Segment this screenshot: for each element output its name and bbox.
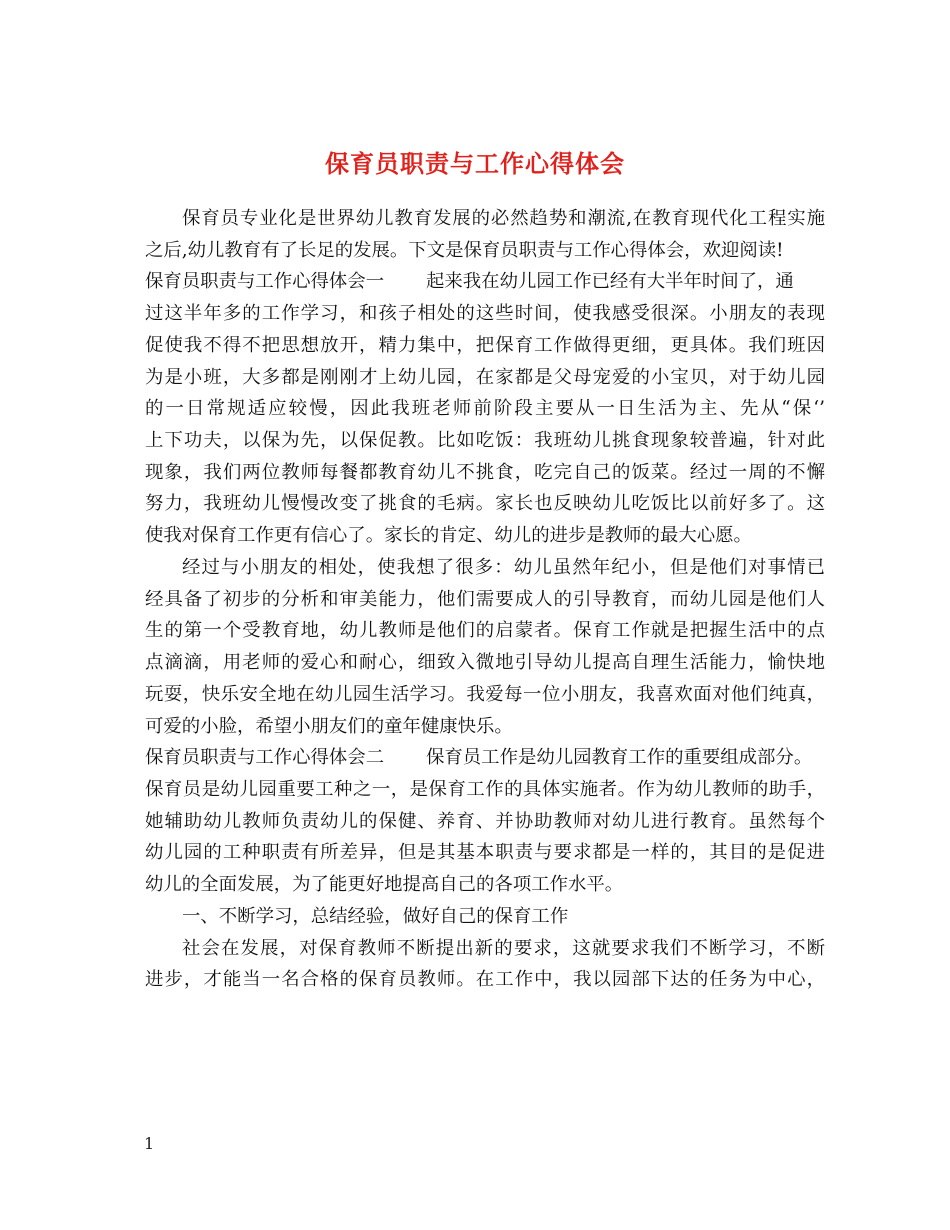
body-line: 之后,幼儿教育有了长足的发展。下文是保育员职责与工作心得体会，欢迎阅读! bbox=[145, 239, 784, 261]
body-line: 过这半年多的工作学习，和孩子相处的这些时间，使我感受很深。小朋友的表现 bbox=[145, 303, 825, 325]
body-line: 保育员是幼儿园重要工种之一，是保育工作的具体实施者。作为幼儿教师的助手， bbox=[145, 778, 825, 800]
body-line: 保育员专业化是世界幼儿教育发展的必然趋势和潮流,在教育现代化工程实施 bbox=[182, 208, 825, 229]
document-body bbox=[145, 205, 825, 998]
body-line: 玩耍，快乐安全地在幼儿园生活学习。我爱每一位小朋友，我喜欢面对他们纯真， bbox=[145, 683, 825, 705]
document-title: 保育员职责与工作心得体会 bbox=[325, 149, 625, 179]
body-line: 一、不断学习，总结经验，做好自己的保育工作 bbox=[182, 905, 569, 927]
body-line bbox=[145, 744, 825, 772]
body-line: 努力，我班幼儿慢慢改变了挑食的毛病。家长也反映幼儿吃饭比以前好多了。这 bbox=[145, 493, 825, 515]
body-line: 社会在发展，对保育教师不断提出新的要求，这就要求我们不断学习，不断 bbox=[182, 937, 825, 959]
body-line: 点滴滴，用老师的爱心和耐心，细致入微地引导幼儿提高自理生活能力，愉快地 bbox=[145, 652, 825, 674]
body-line: 的一日常规适应较慢，因此我班老师前阶段主要从一日生活为主、先从“保‘’ bbox=[145, 398, 825, 420]
body-line: 可爱的小脸，希望小朋友们的童年健康快乐。 bbox=[145, 715, 513, 737]
body-line: 为是小班，大多都是刚刚才上幼儿园，在家都是父母宠爱的小宝贝，对于幼儿园 bbox=[145, 366, 825, 388]
body-line: 促使我不得不把思想放开，精力集中，把保育工作做得更细，更具体。我们班因 bbox=[145, 334, 825, 356]
body-line: 她辅助幼儿教师负责幼儿的保健、养育、并协助教师对幼儿进行教育。虽然每个 bbox=[145, 810, 825, 832]
body-line: 经具备了初步的分析和审美能力，他们需要成人的引导教育，而幼儿园是他们人 bbox=[145, 588, 825, 610]
body-line: 经过与小朋友的相处，使我想了很多：幼儿虽然年纪小，但是他们对事情已 bbox=[182, 556, 825, 578]
body-line: 幼儿园的工种职责有所差异，但是其基本职责与要求都是一样的，其目的是促进 bbox=[145, 842, 825, 864]
section-lead-text: 起来我在幼儿园工作已经有大半年时间了，通 bbox=[426, 271, 794, 293]
section-heading: 保育员职责与工作心得体会二 bbox=[145, 747, 385, 769]
body-line: 幼儿的全面发展，为了能更好地提高自己的各项工作水平。 bbox=[145, 874, 624, 896]
body-line: 使我对保育工作更有信心了。家长的肯定、幼儿的进步是教师的最大心愿。 bbox=[145, 525, 752, 547]
body-line bbox=[145, 268, 825, 296]
page-number: 1 bbox=[144, 1134, 155, 1153]
body-line: 进步，才能当一名合格的保育员教师。在工作中，我以园部下达的任务为中心， bbox=[145, 969, 825, 991]
body-line: 现象，我们两位教师每餐都教育幼儿不挑食，吃完自己的饭菜。经过一周的不懈 bbox=[145, 461, 825, 483]
body-line: 上下功夫，以保为先，以保促教。比如吃饭：我班幼儿挑食现象较普遍，针对此 bbox=[145, 430, 825, 452]
body-line: 生的第一个受教育地，幼儿教师是他们的启蒙者。保育工作就是把握生活中的点 bbox=[145, 620, 825, 642]
section-heading: 保育员职责与工作心得体会一 bbox=[145, 271, 385, 293]
section-lead-text: 保育员工作是幼儿园教育工作的重要组成部分。 bbox=[426, 747, 813, 769]
